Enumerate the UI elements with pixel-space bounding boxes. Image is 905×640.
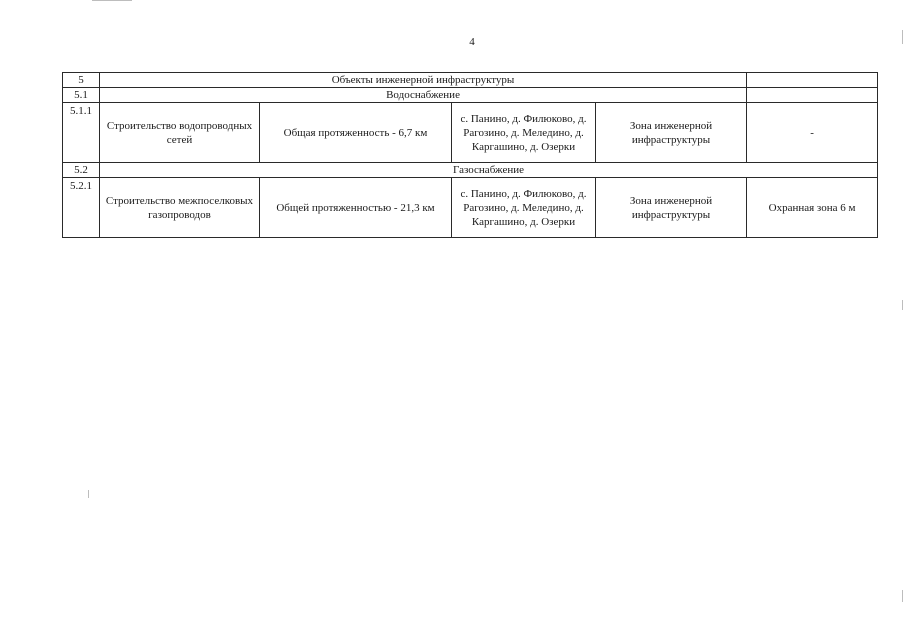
group-title: Водоснабжение: [100, 88, 747, 103]
scan-mark-left: [88, 490, 89, 498]
location-cell: с. Панино, д. Филюково, д. Рагозино, д. Меледино, д. Каргашино, д. Озерки: [452, 178, 596, 238]
empty-cell: [747, 88, 878, 103]
characteristic-cell: Общая протяженность - 6,7 км: [260, 103, 452, 163]
page-number: 4: [469, 36, 475, 48]
scan-mark-top: [92, 0, 132, 1]
scan-mark-right: [902, 590, 903, 602]
group-row: [63, 163, 878, 178]
empty-cell: [747, 73, 878, 88]
infrastructure-table: [62, 72, 878, 238]
group-row: [63, 88, 878, 103]
row-number: 5.2.1: [63, 178, 100, 238]
zone-cell: Зона инженерной инфраструктуры: [596, 178, 747, 238]
scan-mark-right: [902, 300, 903, 310]
group-number: 5.2: [63, 163, 100, 178]
zone-cell: Зона инженерной инфраструктуры: [596, 103, 747, 163]
object-name-cell: Строительство водопроводных сетей: [100, 103, 260, 163]
section-number: 5: [63, 73, 100, 88]
table-row: [63, 103, 878, 163]
characteristic-cell: Общей протяженностью - 21,3 км: [260, 178, 452, 238]
protection-zone-cell: Охранная зона 6 м: [747, 178, 878, 238]
group-title: Газоснабжение: [100, 163, 878, 178]
group-number: 5.1: [63, 88, 100, 103]
section-title: Объекты инженерной инфраструктуры: [100, 73, 747, 88]
object-name-cell: Строительство межпоселковых газопроводов: [100, 178, 260, 238]
location-cell: с. Панино, д. Филюково, д. Рагозино, д. Меледино, д. Каргашино, д. Озерки: [452, 103, 596, 163]
table-row: [63, 178, 878, 238]
scan-mark-right: [902, 30, 903, 44]
protection-zone-cell: -: [747, 103, 878, 163]
section-row: [63, 73, 878, 88]
row-number: 5.1.1: [63, 103, 100, 163]
